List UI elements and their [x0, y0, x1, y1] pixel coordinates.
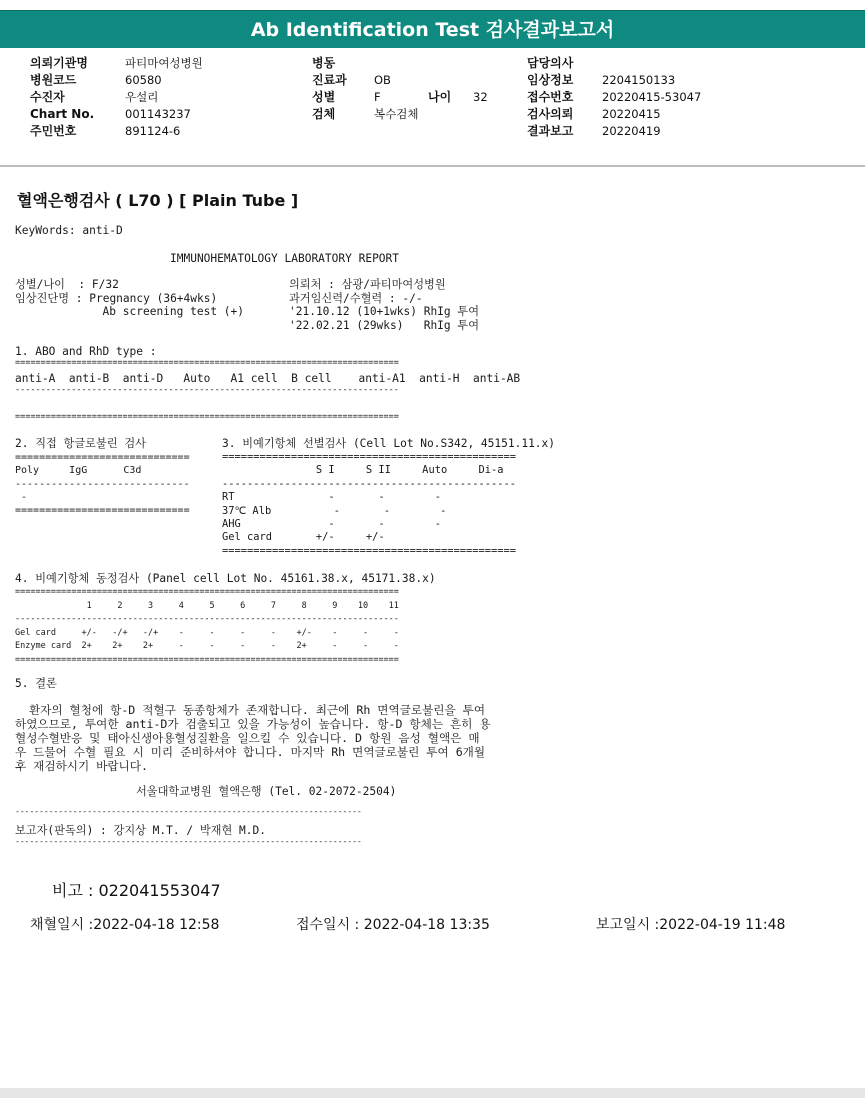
abo-rhd-dash: ---------------------------------------------------------------------------: [15, 385, 399, 395]
header-divider: [0, 165, 865, 167]
receipt-datetime: [296, 914, 490, 934]
info-label: 나이: [428, 90, 452, 104]
abo-rhd-title: 1. ABO and RhD type :: [15, 345, 157, 358]
screening-title: 3. 비예기항체 선별검사 (Cell Lot No.S342, 45151.11.x): [222, 437, 556, 450]
referral-history-block: 의뢰처 : 삼광/파티마여성병원 과거임신력/수혈력 : -/- '21.10.12 (10+1wks) RhIg 투여 '22.02.21 (29wks) RhIg 투여: [289, 278, 480, 332]
rule-below-reporter: ------------------------------------------------------------------------: [15, 837, 362, 846]
section-title: 혈액은행검사 ( L70 ) [ Plain Tube ]: [17, 191, 299, 210]
info-label: 의뢰기관명: [30, 56, 88, 70]
info-label: 진료과: [312, 73, 347, 87]
info-value: 파티마여성병원: [125, 56, 203, 70]
info-label: 담당의사: [527, 56, 574, 70]
date-value: 2022-04-19 11:48: [659, 917, 786, 933]
info-label: 수진자: [30, 90, 65, 104]
info-label: 주민번호: [30, 124, 77, 138]
info-label: Chart No.: [30, 107, 95, 121]
date-label: 채혈일시 :: [30, 917, 94, 933]
remark-label: 비고 :: [52, 881, 99, 900]
keywords: KeyWords: anti-D: [15, 224, 123, 237]
info-label: 결과보고: [527, 124, 574, 138]
info-value: 891124-6: [125, 124, 181, 138]
abo-rhd-header: anti-A anti-B anti-D Auto A1 cell B cell anti-A1 anti-H anti-AB: [15, 372, 521, 385]
info-value: 우설리: [125, 90, 159, 104]
info-label: 성별: [312, 90, 336, 104]
dat-table: ============================= Poly IgG C3d ----------------------------- - =============================: [15, 452, 190, 517]
panel-title: 4. 비예기항체 동정검사 (Panel cell Lot No. 45161.38.x, 45171.38.x): [15, 572, 436, 585]
report-title-bar: Ab Identification Test 검사결과보고서: [0, 10, 865, 48]
info-value: F: [374, 90, 381, 104]
collection-datetime: [30, 914, 219, 934]
date-label: 접수일시 :: [296, 917, 364, 933]
screening-table: =============================================== S I S II Auto Di-a ----------------------------------------------- RT - - - 37℃ Alb - - - AHG - - - Gel card +/- +/- ===============================================: [222, 451, 517, 557]
info-value: 복수검체: [374, 107, 419, 121]
report-datetime: [596, 914, 785, 934]
date-value: 2022-04-18 13:35: [363, 917, 490, 933]
info-value: 20220415: [602, 107, 661, 121]
info-value: 20220419: [602, 124, 661, 138]
info-label: 임상정보: [527, 73, 574, 87]
info-value: 001143237: [125, 107, 191, 121]
conclusion-text: 환자의 혈청에 항-D 적혈구 동종항체가 존재합니다. 최근에 Rh 면역글로불린을 투여 하였으므로, 투여한 anti-D가 검출되고 있을 가능성이 높습니다. 항-D 항체는 흔히 용 혈성수혈반응 및 태아신생아용혈성질환을 일으킬 수 있습니다. D 항원 음성 혈액은 매 우 드물어 수혈 필요 시 미리 준비하셔야 합니다. 마지막 Rh 면역글로불린 투여 6개월 후 재검하시기 바랍니다.: [15, 703, 491, 773]
date-value: 2022-04-18 12:58: [93, 917, 220, 933]
patient-info-col2: [312, 55, 488, 123]
info-value: 32: [473, 90, 488, 104]
info-label: 검체: [312, 107, 336, 121]
abo-rhd-rule-end: ===========================================================================: [15, 412, 399, 422]
conclusion-title: 5. 결론: [15, 677, 57, 690]
patient-info-col1: [30, 55, 203, 140]
info-value: 60580: [125, 73, 162, 87]
rule-above-reporter: ------------------------------------------------------------------------: [15, 807, 362, 816]
dat-title: 2. 직접 항글로불린 검사: [15, 437, 146, 450]
info-label: 접수번호: [527, 90, 574, 104]
remark-value: 022041553047: [98, 881, 221, 900]
info-label: 병원코드: [30, 73, 77, 87]
hospital-contact: 서울대학교병원 혈액은행 (Tel. 02-2072-2504): [136, 785, 397, 798]
abo-rhd-rule: ===========================================================================: [15, 358, 399, 368]
remark: [52, 878, 221, 901]
info-label: 검사의뢰: [527, 107, 574, 121]
info-value: 2204150133: [602, 73, 676, 87]
footer-bar: [0, 1088, 865, 1098]
lab-report-title: IMMUNOHEMATOLOGY LABORATORY REPORT: [170, 252, 400, 265]
panel-table: =========================================================================== 1 2 3 4 5 6 7 8 9 10 11 --------------------------------------------------------------------------- Gel card +/- -/+ -/+ - - - - +/- - - - Enzyme card 2+ 2+ 2+ - - - - 2+ - - - ===========================================================================: [15, 587, 399, 665]
info-value: OB: [374, 73, 391, 87]
patient-info-col3: [527, 55, 701, 140]
date-label: 보고일시 :: [596, 917, 660, 933]
patient-clinical-block: 성별/나이 : F/32 임상진단명 : Pregnancy (36+4wks) Ab screening test (+): [15, 278, 245, 318]
info-label: 병동: [312, 56, 336, 70]
info-value: 20220415-53047: [602, 90, 702, 104]
reporter: 보고자(판독의) : 강지상 M.T. / 박재현 M.D.: [15, 824, 266, 837]
